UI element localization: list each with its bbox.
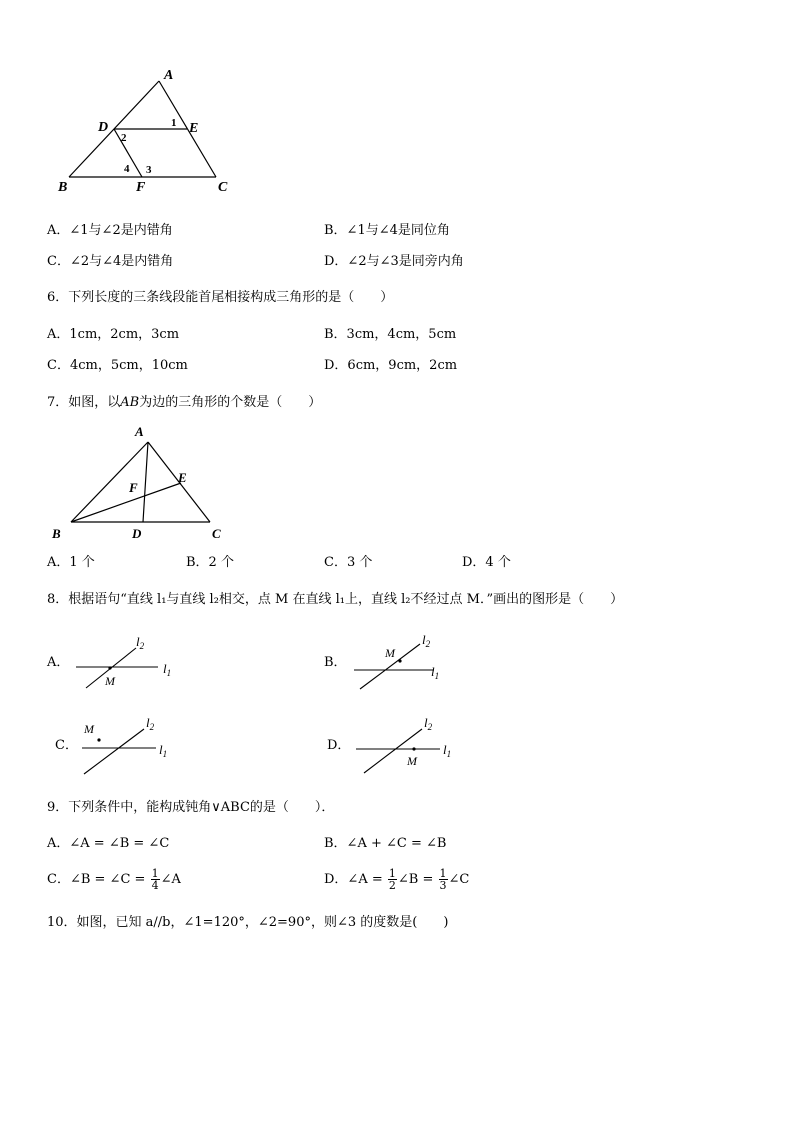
angle-3: 3: [146, 164, 152, 176]
label-D: D: [98, 120, 109, 135]
label-E: E: [178, 470, 187, 485]
label-D: D: [132, 526, 142, 541]
l2-label: l: [424, 715, 428, 730]
q9-c-pre: C．∠B = ∠C =: [47, 872, 146, 887]
q7-option-b[interactable]: B．2 个: [186, 555, 234, 570]
angle-4: 4: [124, 163, 130, 175]
l1-label: l: [163, 661, 167, 676]
fraction-numerator: 1: [439, 867, 447, 880]
fraction-denominator: 2: [388, 879, 396, 892]
l2-label: l: [146, 715, 150, 730]
svg-text:l2: [146, 715, 155, 732]
l2-label: l: [422, 632, 426, 647]
label-A: A: [135, 424, 144, 439]
q8-figure-a: [70, 630, 180, 695]
q7-stem-var: AB: [120, 395, 140, 410]
label-B: B: [58, 180, 68, 195]
fraction-1-2: [388, 868, 397, 891]
q7-stem: [47, 395, 321, 411]
q8-option-d[interactable]: D．: [327, 738, 351, 753]
triangle-figure-q7: [45, 420, 235, 545]
point-M-label: M: [385, 646, 395, 660]
q7-stem-pre: 7．如图，以: [47, 395, 121, 410]
q6-option-d[interactable]: D．6cm，9cm，2cm: [324, 358, 458, 373]
label-E: E: [189, 121, 199, 136]
q5-option-b[interactable]: B．∠1与∠4是同位角: [324, 223, 450, 238]
point-M-label: M: [105, 674, 115, 688]
q8-option-a[interactable]: A．: [47, 655, 70, 670]
q9-d-pre: D．∠A =: [324, 872, 383, 887]
label-F: F: [129, 480, 138, 495]
fraction-denominator: 3: [439, 879, 447, 892]
svg-text:l1: [443, 742, 451, 759]
q9-option-c[interactable]: [47, 864, 181, 896]
l1-sub: 1: [434, 671, 440, 681]
q8-option-b[interactable]: B．: [324, 655, 347, 670]
svg-text:l2: [136, 634, 145, 651]
point-M-label: M: [407, 754, 417, 768]
fraction-1-4: [151, 868, 160, 891]
point-M-label: M: [84, 722, 94, 736]
svg-text:l1: [159, 742, 167, 759]
q8-figure-b: [348, 630, 458, 695]
q9-d-post: ∠C: [448, 872, 470, 887]
q8-stem: 8．根据语句“直线 l₁与直线 l₂相交，点 M 在直线 l₁上，直线 l₂不经过点 M．”画出的图形是（ ）: [47, 592, 624, 607]
label-A: A: [164, 68, 174, 83]
l1-sub: 1: [166, 668, 172, 678]
q6-option-c[interactable]: C．4cm，5cm，10cm: [47, 358, 188, 373]
l2-sub: 2: [427, 722, 433, 732]
label-B: B: [52, 526, 61, 541]
q8-figure-d: [350, 712, 465, 778]
fraction-1-3: [439, 868, 448, 891]
q9-d-mid: ∠B =: [397, 872, 434, 887]
label-C: C: [212, 526, 221, 541]
q5-option-c[interactable]: C．∠2与∠4是内错角: [47, 254, 174, 269]
l2-sub: 2: [425, 639, 431, 649]
fraction-numerator: 1: [151, 867, 159, 880]
q7-stem-post: 为边的三角形的个数是（ ）: [139, 395, 322, 410]
l1-label: l: [431, 664, 435, 679]
q6-option-b[interactable]: B．3cm，4cm，5cm: [324, 327, 457, 342]
q9-option-a[interactable]: A．∠A = ∠B = ∠C: [47, 836, 170, 851]
fraction-denominator: 4: [151, 879, 159, 892]
q7-option-a[interactable]: A．1 个: [47, 555, 95, 570]
q9-c-post: ∠A: [160, 872, 181, 887]
l1-sub: 1: [162, 749, 168, 759]
q6-option-a[interactable]: A．1cm，2cm，3cm: [47, 327, 180, 342]
q9-option-b[interactable]: B．∠A + ∠C = ∠B: [324, 836, 447, 851]
fraction-numerator: 1: [388, 867, 396, 880]
q9-option-d[interactable]: [324, 864, 469, 896]
angle-2: 2: [121, 132, 127, 144]
q10-stem: 10．如图，已知 a//b，∠1=120°，∠2=90°，则∠3 的度数是( ): [47, 915, 449, 930]
label-C: C: [218, 180, 228, 195]
l1-sub: 1: [446, 749, 452, 759]
q9-stem: 9．下列条件中，能构成钝角∨ABC的是（ ）．: [47, 800, 335, 815]
svg-text:l2: [424, 715, 433, 732]
q7-option-c[interactable]: C．3 个: [324, 555, 373, 570]
q5-option-d[interactable]: D．∠2与∠3是同旁内角: [324, 254, 464, 269]
q7-option-d[interactable]: D．4 个: [462, 555, 511, 570]
svg-text:l1: [163, 661, 171, 678]
l2-label: l: [136, 634, 140, 649]
svg-text:l2: [422, 632, 431, 649]
l1-label: l: [443, 742, 447, 757]
l2-sub: 2: [139, 641, 145, 651]
q8-figure-c: [76, 712, 186, 778]
svg-text:l1: [431, 664, 439, 681]
q6-stem: 6．下列长度的三条线段能首尾相接构成三角形的是（ ）: [47, 290, 394, 305]
q5-option-a[interactable]: A．∠1与∠2是内错角: [47, 223, 173, 238]
triangle-figure-q5: [50, 60, 250, 200]
label-F: F: [136, 180, 146, 195]
q8-option-c[interactable]: C．: [55, 738, 78, 753]
angle-1: 1: [171, 117, 177, 129]
l1-label: l: [159, 742, 163, 757]
l2-sub: 2: [149, 722, 155, 732]
